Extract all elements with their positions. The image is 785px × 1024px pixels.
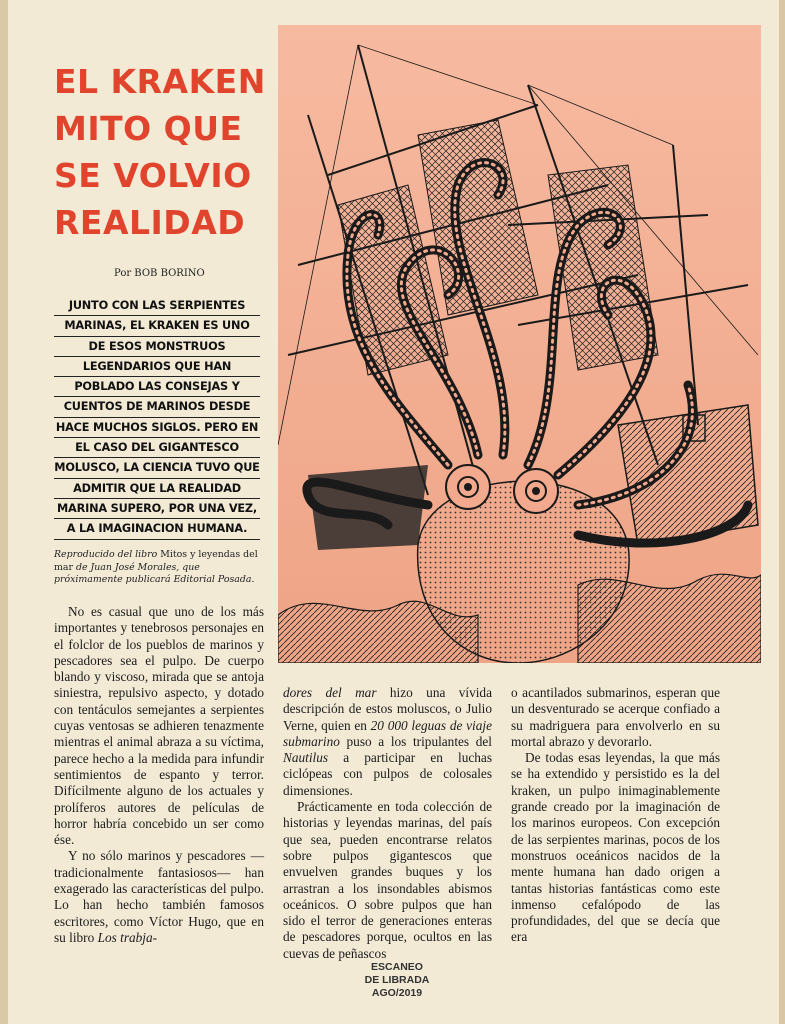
title-line: REALIDAD <box>54 203 246 242</box>
text-run: puso a los tripulantes del <box>339 733 492 749</box>
author-byline: Por BOB BORINO <box>114 268 205 279</box>
body-column-2 <box>283 685 492 962</box>
paragraph: o acantilados submarinos, esperan que un desventurado se acerque confiado a su madriguera para envolverlo en su mortal abrazo y devorarlo. <box>511 685 720 749</box>
ship-name-run: Nautilus <box>283 750 329 766</box>
body-column-3 <box>511 685 720 946</box>
scan-credit <box>352 961 442 1000</box>
book-title-run: 20 000 leguas de viaje submarino <box>283 717 492 749</box>
paragraph <box>54 848 264 946</box>
scan-credit-line: AGO/2019 <box>371 987 423 999</box>
deck-line: ADMITIR QUE LA REALIDAD <box>54 479 260 499</box>
paper-edge-right <box>779 0 785 1024</box>
title-line: SE VOLVIO <box>54 156 252 195</box>
deck-line: HACE MUCHOS SIGLOS. PERO EN <box>54 418 260 438</box>
text-run: Y no sólo marinos y pescadores —tradicionalmente fantasiosos— han exagerado las características del pulpo. Lo han hecho también famosos escritores, como Víctor Hugo, que en su libro <box>54 848 264 945</box>
paragraph: De todas esas leyendas, la que más se ha extendido y persistido es la del kraken, un pulpo inimaginablemente grande creado por la imaginación de los marinos europeos. Con excepción de las serpientes marinas, pocos de los monstruos oceánicos nacidos de la mente humana han dado origen a tantas historias fantásticas como este inmenso cefalópodo de las profundidades, del que se decía que era <box>511 750 720 945</box>
scan-credit-line: ESCANEO <box>371 961 423 973</box>
source-note-a: Reproducido del libro <box>54 549 158 560</box>
paragraph <box>283 685 492 799</box>
deck-line: MOLUSCO, LA CIENCIA TUVO QUE <box>54 458 260 478</box>
deck-line: EL CASO DEL GIGANTESCO <box>54 438 260 458</box>
source-note-book: Mitos y leyendas del mar <box>54 549 258 573</box>
text-run: a participar en luchas ciclópeas con pulpos de colosales dimensiones. <box>283 750 492 798</box>
deck-line: LEGENDARIOS QUE HAN <box>54 357 260 377</box>
title-line: MITO QUE <box>54 109 243 148</box>
source-note-c: de Juan José Morales, que próximamente publicará Editorial Posada. <box>54 561 255 585</box>
deck-line: POBLADO LAS CONSEJAS Y <box>54 377 260 397</box>
deck-line: DE ESOS MONSTRUOS <box>54 337 260 357</box>
paragraph: Prácticamente en toda colección de historias y leyendas marinas, del país que sea, pueden encontrarse relatos sobre pulpos gigantescos que envuelven grandes buques y los arrastran a los insondables abismos oceánicos. O sobre pulpos que han sido el terror de generaciones enteras de pescadores porque, ocultos en las cuevas de peñascos <box>283 799 492 961</box>
source-note <box>54 549 266 587</box>
deck-line: JUNTO CON LAS SERPIENTES <box>54 296 260 316</box>
title-line: EL KRAKEN <box>54 62 266 101</box>
kraken-illustration <box>278 25 761 663</box>
deck-line: MARINAS, EL KRAKEN ES UNO <box>54 316 260 336</box>
scan-credit-line: DE LIBRADA <box>364 974 430 986</box>
paragraph: No es casual que uno de los más importantes y tenebrosos personajes en el folclor de los pueblos de marinos y pescadores sea el pulpo. De cuerpo blando y viscoso, mirada que se antoja siniestra, repulsivo aspecto, y dotado con tentáculos semejantes a serpientes cuyas ventosas se adhieren tenazmente mientras el animal abraza a su víctima, parece hecho a la medida para infundir sentimientos de espanto y terror. Difícilmente alguno de los actuales y prolíferos autores de películas de horror habría concebido un ser como ése. <box>54 604 264 848</box>
paper-edge-left <box>0 0 8 1024</box>
book-title-run: dores del mar <box>283 685 377 700</box>
book-title-run: Los trabja- <box>97 929 158 945</box>
body-column-1 <box>54 604 264 946</box>
article-title <box>54 58 294 246</box>
deck-line: MARINA SUPERO, POR UNA VEZ, <box>54 499 260 519</box>
article-deck <box>54 296 260 540</box>
deck-line: CUENTOS DE MARINOS DESDE <box>54 397 260 417</box>
text-run: hizo una vívida descripción de estos moluscos, o Julio Verne, quien en <box>283 685 492 733</box>
deck-line: A LA IMAGINACION HUMANA. <box>54 519 260 539</box>
